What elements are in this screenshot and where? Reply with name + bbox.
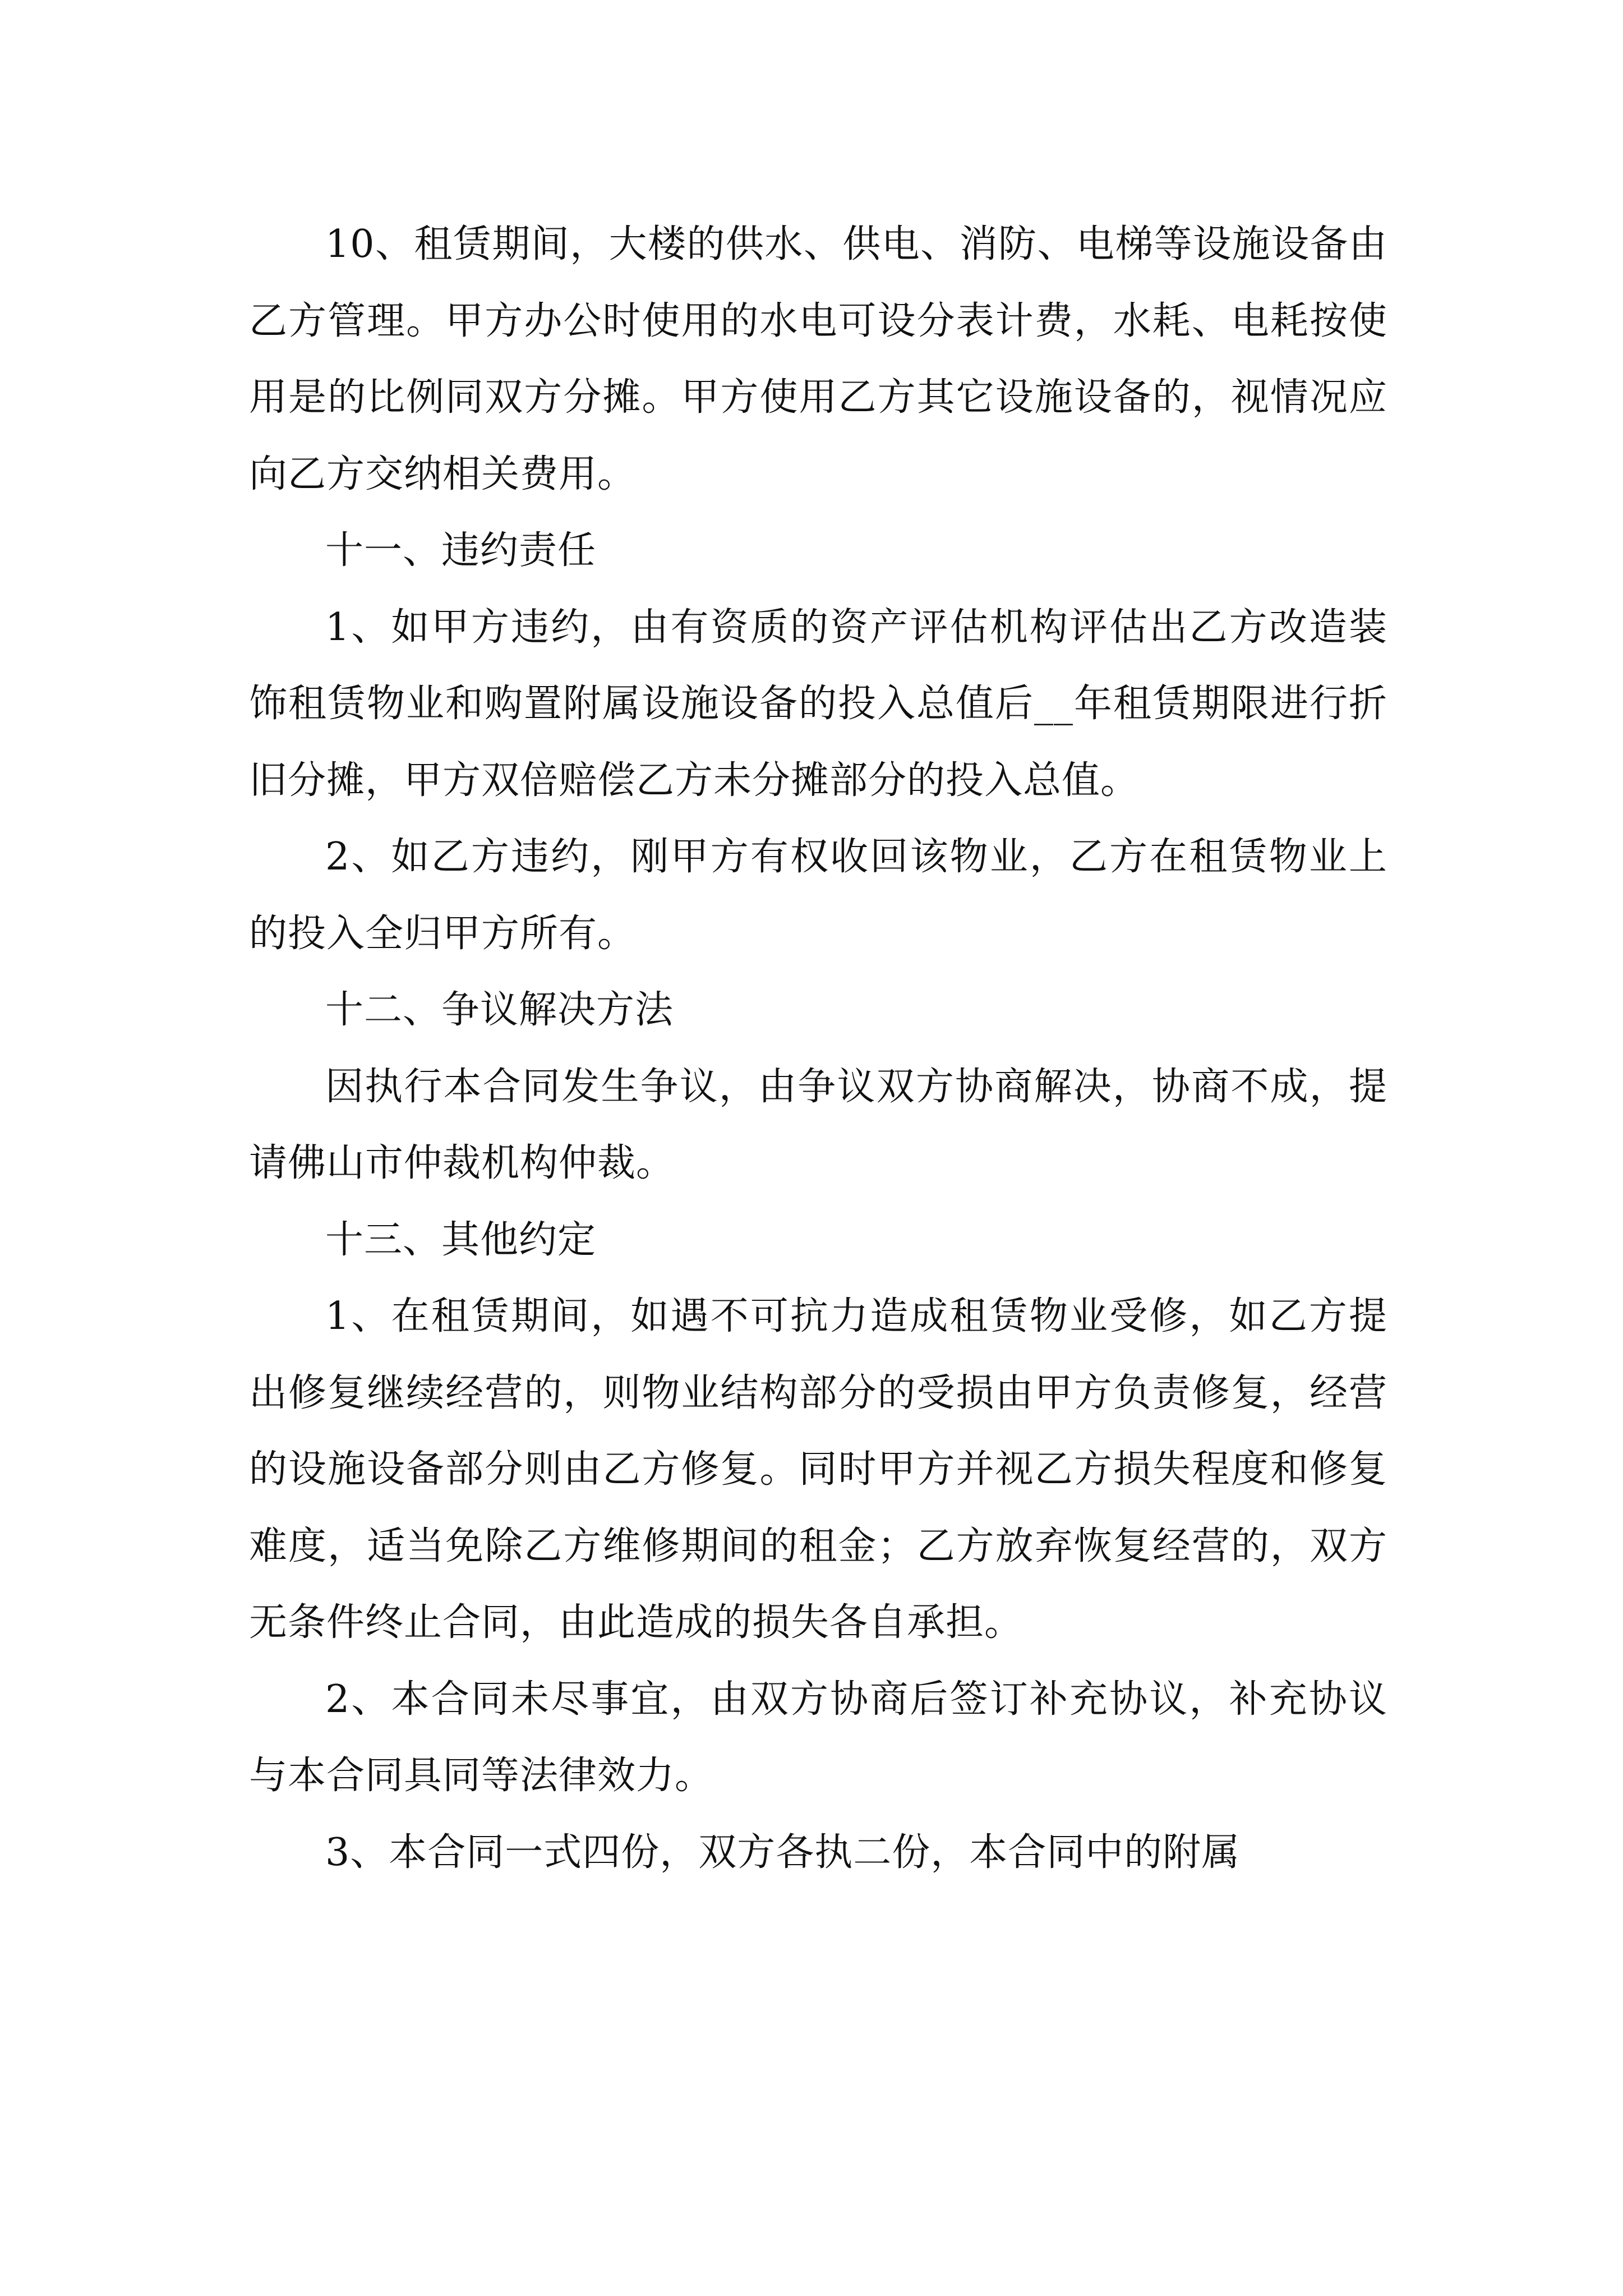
clause-breach-party-b: 2、如乙方违约，刚甲方有权收回该物业，乙方在租赁物业上的投入全归甲方所有。 — [249, 835, 1387, 956]
section-heading-breach-liability: 十一、违约责任 — [325, 528, 597, 573]
document-body — [249, 206, 1387, 1891]
clause-copies: 3、本合同一式四份，双方各执二份，本合同中的附属 — [325, 1830, 1241, 1875]
section-heading-dispute-resolution: 十二、争议解决方法 — [325, 988, 674, 1032]
clause-force-majeure: 1、在租赁期间，如遇不可抗力造成租赁物业受修，如乙方提出修复继续经营的，则物业结构部分的受损由甲方负责修复，经营的设施设备部分则由乙方修复。同时甲方并视乙方损失程度和修复难度，适当免除乙方维修期间的租金；乙方放弃恢复经营的，双方无条件终止合同，由此造成的损失各自承担。 — [249, 1294, 1387, 1645]
clause-dispute-arbitration: 因执行本合同发生争议，由争议双方协商解决，协商不成，提请佛山市仲裁机构仲裁。 — [249, 1064, 1387, 1185]
clause-breach-party-a: 1、如甲方违约，由有资质的资产评估机构评估出乙方改造装饰租赁物业和购置附属设施设备的投入总值后__年租赁期限进行折旧分摊，甲方双倍赔偿乙方未分摊部分的投入总值。 — [249, 605, 1387, 803]
section-heading-other-agreements: 十三、其他约定 — [325, 1217, 597, 1262]
clause-10-facilities: 10、租赁期间，大楼的供水、供电、消防、电梯等设施设备由乙方管理。甲方办公时使用的水电可设分表计费，水耗、电耗按使用是的比例同双方分摊。甲方使用乙方其它设施设备的，视情况应向乙方交纳相关费用。 — [249, 222, 1387, 496]
clause-supplementary-agreement: 2、本合同未尽事宜，由双方协商后签订补充协议，补充协议与本合同具同等法律效力。 — [249, 1677, 1387, 1798]
